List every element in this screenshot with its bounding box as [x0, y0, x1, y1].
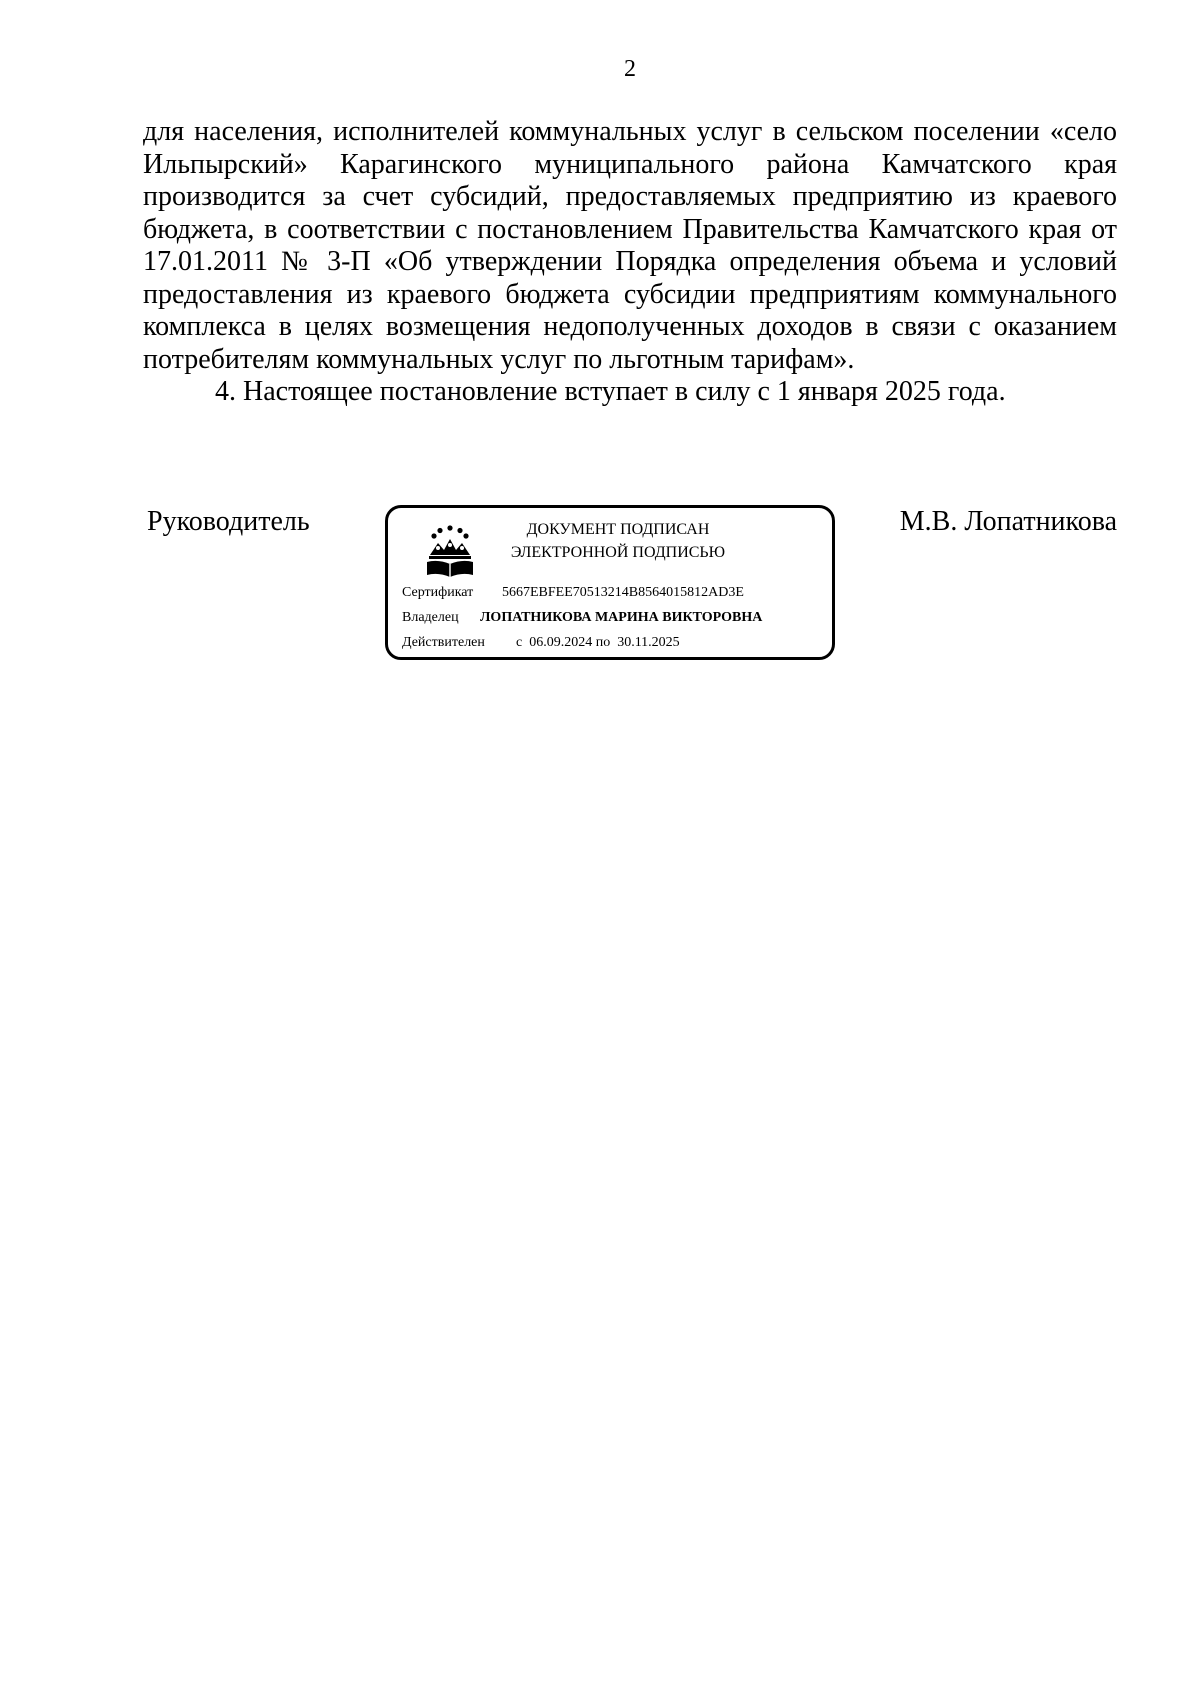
owner-label: Владелец — [402, 610, 459, 625]
coat-of-arms-icon — [424, 524, 476, 580]
owner-value: ЛОПАТНИКОВА МАРИНА ВИКТОРОВНА — [480, 610, 763, 625]
stamp-validity-row — [402, 634, 680, 652]
stamp-heading-line2: ЭЛЕКТРОННОЙ ПОДПИСЬЮ — [510, 544, 726, 561]
signer-position: Руководитель — [147, 506, 310, 537]
stamp-owner-row — [402, 609, 762, 627]
paragraph-continuation: для населения, исполнителей коммунальных услуг в сельском поселении «село Ильпырский» Карагинского муниципального района Камчатского края производится за счет субсидий, предоставляемых предприятию из краевого бюджета, в соответствии с постановлением Правительства Камчатского края от 17.01.2011 № 3-П «Об утверждении Порядка определения объема и условий предоставления из краевого бюджета субсидии предприятиям коммунального комплекса в целях возмещения недополученных доходов в связи с оказанием потребителям коммунальных услуг по льготным тарифам». — [143, 116, 1117, 375]
stamp-heading — [488, 518, 748, 564]
electronic-signature-stamp — [385, 505, 835, 660]
stamp-certificate-row — [402, 584, 744, 602]
stamp-heading-line1: ДОКУМЕНТ ПОДПИСАН — [526, 521, 710, 538]
validity-label: Действителен — [402, 635, 485, 650]
validity-value: с 06.09.2024 по 30.11.2025 — [516, 635, 680, 650]
paragraph-4: 4. Настоящее постановление вступает в силу с 1 января 2025 года. — [215, 376, 1006, 407]
page-number: 2 — [624, 56, 636, 82]
certificate-label: Сертификат — [402, 585, 474, 600]
certificate-value: 5667EBFEE70513214B8564015812AD3E — [502, 585, 744, 600]
signer-name: М.В. Лопатникова — [899, 506, 1117, 537]
document-body — [143, 116, 1117, 409]
